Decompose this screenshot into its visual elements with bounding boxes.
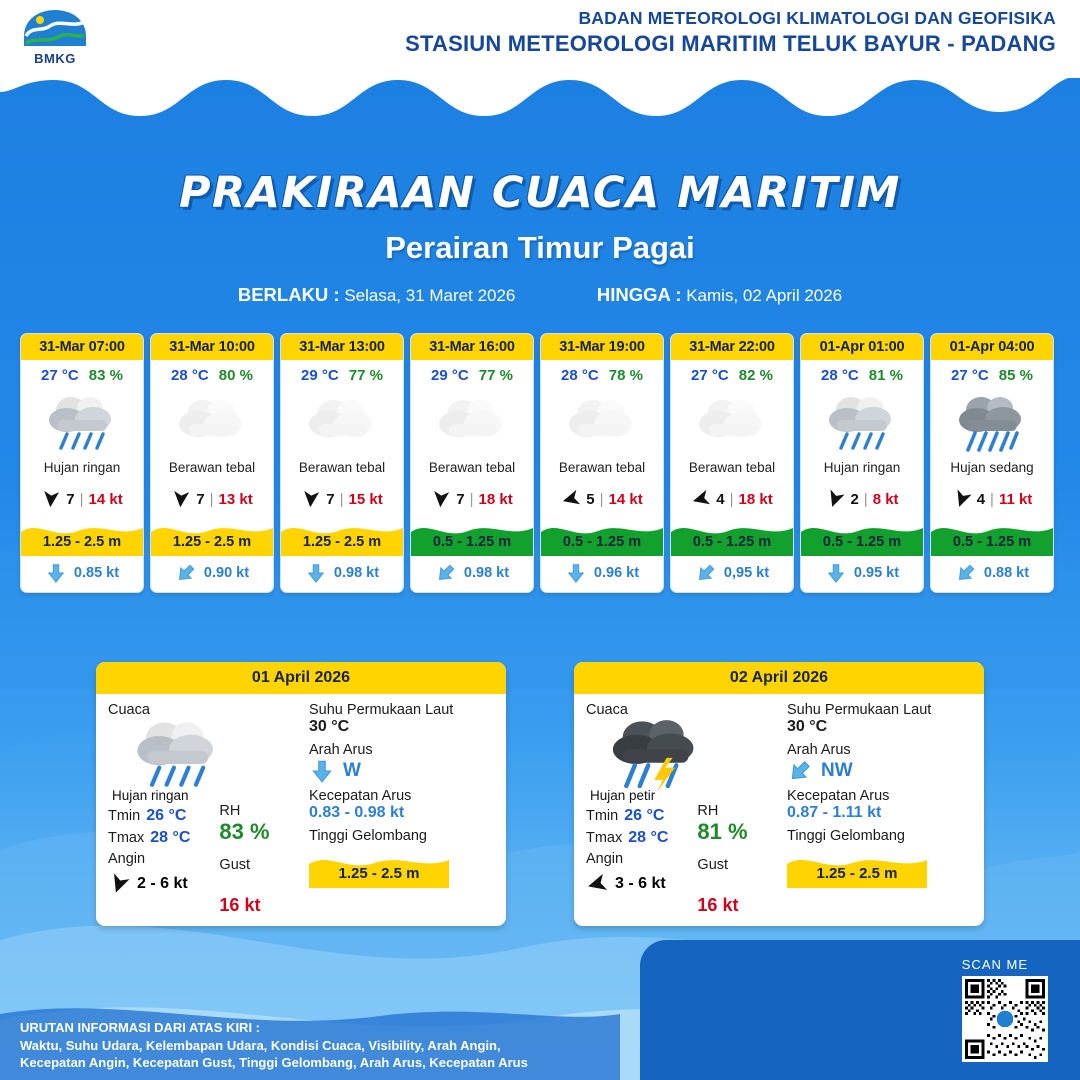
forecast-time: 31-Mar 22:00	[671, 334, 793, 360]
page-title: PRAKIRAAN CUACA MARITIM	[179, 168, 901, 218]
current-direction-arrow-icon	[565, 562, 587, 584]
forecast-temperature: 28 °C	[821, 367, 859, 384]
forecast-current	[541, 556, 663, 592]
forecast-current	[801, 556, 923, 592]
page-header	[0, 0, 1080, 78]
wind-separator: |	[599, 490, 604, 508]
wind-direction-value: 7	[456, 490, 465, 508]
sst-label: Suhu Permukaan Laut	[309, 702, 454, 718]
wind-direction-arrow-icon	[41, 489, 61, 509]
qr-code[interactable]	[962, 976, 1048, 1062]
current-speed-value: 0.95 kt	[853, 565, 900, 581]
rh-label: RH	[697, 803, 719, 819]
tmax-label: Tmax	[586, 830, 623, 846]
forecast-time: 31-Mar 07:00	[21, 334, 143, 360]
daily-condition: Hujan ringan	[112, 788, 189, 803]
current-direction-value: NW	[821, 760, 853, 781]
forecast-temp-rh	[151, 360, 273, 386]
wave-height-value: 1.25 - 2.5 m	[172, 534, 252, 550]
forecast-humidity: 78 %	[608, 367, 643, 384]
forecast-humidity: 82 %	[738, 367, 773, 384]
current-direction-arrow-icon	[955, 562, 977, 584]
forecast-wind	[411, 481, 533, 518]
current-direction-arrow-icon	[175, 562, 197, 584]
weather-cloudy-icon	[671, 386, 793, 458]
current-speed-value: 0.98 kt	[333, 565, 380, 581]
forecast-card-row	[20, 333, 1060, 593]
current-direction-arrow-icon	[305, 562, 327, 584]
forecast-card	[410, 333, 534, 593]
daily-wave-box	[309, 850, 449, 888]
forecast-wind	[541, 481, 663, 518]
forecast-time: 31-Mar 19:00	[541, 334, 663, 360]
forecast-wave-band	[151, 518, 273, 556]
tmax-value: 28 °C	[150, 829, 191, 846]
sst-value: 30 °C	[309, 718, 350, 735]
forecast-temperature: 27 °C	[691, 367, 729, 384]
wind-direction-arrow-icon	[952, 489, 972, 509]
wave-height-value: 0.5 - 1.25 m	[952, 534, 1032, 550]
forecast-temp-rh	[281, 360, 403, 386]
kecepatan-arus-label: Kecepatan Arus	[309, 788, 412, 804]
forecast-wave-band	[541, 518, 663, 556]
forecast-condition: Berawan tebal	[688, 460, 776, 475]
forecast-time: 31-Mar 10:00	[151, 334, 273, 360]
footer-legend	[20, 1019, 528, 1072]
forecast-wind	[281, 481, 403, 518]
footer-legend-line-1: Waktu, Suhu Udara, Kelembapan Udara, Kondisi Cuaca, Visibility, Arah Angin,	[20, 1037, 501, 1053]
validity-period	[0, 284, 1080, 306]
daily-cuaca-label: Cuaca	[108, 702, 150, 718]
weather-rain-light-icon	[108, 718, 303, 788]
scan-me-label: SCAN ME	[961, 957, 1028, 972]
forecast-condition: Berawan tebal	[558, 460, 646, 475]
forecast-time: 01-Apr 01:00	[801, 334, 923, 360]
forecast-condition: Hujan ringan	[43, 460, 121, 475]
daily-date: 01 April 2026	[96, 662, 506, 694]
wave-height-value: 0.5 - 1.25 m	[822, 534, 902, 550]
forecast-humidity: 81 %	[868, 367, 903, 384]
wind-direction-value: 7	[66, 490, 75, 508]
current-direction-arrow-icon	[825, 562, 847, 584]
forecast-wind	[671, 481, 793, 518]
daily-condition: Hujan petir	[590, 788, 656, 803]
sst-label: Suhu Permukaan Laut	[787, 702, 932, 718]
tmin-value: 26 °C	[146, 807, 187, 824]
header-line-2: STASIUN METEOROLOGI MARITIM TELUK BAYUR - PADANG	[405, 31, 1056, 56]
current-direction-arrow-icon	[435, 562, 457, 584]
header-line-1: BADAN METEOROLOGI KLIMATOLOGI DAN GEOFISIKA	[578, 8, 1056, 28]
wave-height-value: 1.25 - 2.5 m	[302, 534, 382, 550]
daily-wave-value: 1.25 - 2.5 m	[338, 865, 420, 882]
validity-from-label: BERLAKU :	[237, 284, 340, 305]
forecast-card	[800, 333, 924, 593]
tmin-value: 26 °C	[624, 807, 665, 824]
forecast-card	[20, 333, 144, 593]
forecast-wave-band	[21, 518, 143, 556]
forecast-condition: Hujan sedang	[950, 460, 1034, 475]
daily-wind-value: 2 - 6 kt	[137, 875, 188, 892]
current-speed-value: 0,95 kt	[723, 565, 770, 581]
current-direction-arrow-icon	[309, 758, 335, 784]
wind-speed-value: 13 kt	[218, 490, 253, 508]
wind-direction-value: 7	[196, 490, 205, 508]
daily-forecast-panel	[574, 662, 984, 926]
daily-wind-value: 3 - 6 kt	[615, 875, 666, 892]
forecast-current	[21, 556, 143, 592]
validity-from-value: Selasa, 31 Maret 2026	[344, 286, 516, 305]
forecast-wind	[931, 481, 1053, 518]
forecast-temperature: 27 °C	[951, 367, 989, 384]
wind-direction-value: 4	[716, 490, 725, 508]
wave-height-value: 0.5 - 1.25 m	[692, 534, 772, 550]
angin-label: Angin	[108, 851, 146, 867]
current-direction-arrow-icon	[45, 562, 67, 584]
weather-rain-light-icon	[801, 386, 923, 458]
forecast-temp-rh	[541, 360, 663, 386]
current-direction-arrow-icon	[695, 562, 717, 584]
forecast-temp-rh	[671, 360, 793, 386]
weather-cloudy-icon	[541, 386, 663, 458]
daily-current-direction	[787, 758, 972, 784]
gust-label: Gust	[697, 857, 729, 873]
forecast-wave-band	[411, 518, 533, 556]
forecast-wave-band	[671, 518, 793, 556]
forecast-card	[670, 333, 794, 593]
kecepatan-arus-value: 0.83 - 0.98 kt	[309, 804, 405, 821]
forecast-humidity: 80 %	[218, 367, 253, 384]
header-institution	[405, 8, 1056, 57]
forecast-condition: Berawan tebal	[428, 460, 516, 475]
forecast-current	[281, 556, 403, 592]
kecepatan-arus-label: Kecepatan Arus	[787, 788, 890, 804]
wind-speed-value: 14 kt	[608, 490, 643, 508]
wind-separator: |	[79, 490, 84, 508]
forecast-temp-rh	[931, 360, 1053, 386]
forecast-wave-band	[281, 518, 403, 556]
forecast-wind	[21, 481, 143, 518]
forecast-current	[931, 556, 1053, 592]
forecast-time: 01-Apr 04:00	[931, 334, 1053, 360]
bmkg-logo-icon	[20, 6, 90, 50]
rh-value: 81 %	[697, 819, 748, 844]
forecast-humidity: 77 %	[348, 367, 383, 384]
forecast-card	[280, 333, 404, 593]
weather-cloudy-icon	[151, 386, 273, 458]
daily-wave-box	[787, 850, 927, 888]
arah-arus-label: Arah Arus	[787, 742, 851, 758]
angin-label: Angin	[586, 851, 624, 867]
tinggi-gelombang-label: Tinggi Gelombang	[309, 828, 427, 844]
current-speed-value: 0.88 kt	[983, 565, 1030, 581]
weather-cloudy-icon	[281, 386, 403, 458]
tmax-label: Tmax	[108, 830, 145, 846]
wind-direction-value: 7	[326, 490, 335, 508]
forecast-temp-rh	[411, 360, 533, 386]
wind-direction-value: 5	[586, 490, 595, 508]
forecast-wind	[151, 481, 273, 518]
daily-current-direction	[309, 758, 494, 784]
forecast-current	[671, 556, 793, 592]
wind-speed-value: 18 kt	[478, 490, 513, 508]
wind-separator: |	[729, 490, 734, 508]
current-speed-value: 0.85 kt	[73, 565, 120, 581]
daily-wave-value: 1.25 - 2.5 m	[816, 865, 898, 882]
forecast-current	[411, 556, 533, 592]
forecast-temperature: 29 °C	[301, 367, 339, 384]
forecast-card	[150, 333, 274, 593]
wind-separator: |	[990, 490, 994, 508]
wind-separator: |	[863, 490, 868, 508]
sst-value: 30 °C	[787, 718, 828, 735]
forecast-wind	[801, 481, 923, 518]
wave-height-value: 1.25 - 2.5 m	[42, 534, 122, 550]
forecast-temperature: 29 °C	[431, 367, 469, 384]
forecast-card	[930, 333, 1054, 593]
forecast-humidity: 77 %	[478, 367, 513, 384]
forecast-temp-rh	[21, 360, 143, 386]
wind-direction-arrow-icon	[691, 489, 711, 509]
validity-to-label: HINGGA :	[596, 284, 682, 305]
forecast-condition: Berawan tebal	[168, 460, 256, 475]
forecast-time: 31-Mar 16:00	[411, 334, 533, 360]
rh-value: 83 %	[219, 819, 270, 844]
tmax-value: 28 °C	[628, 829, 669, 846]
weather-cloudy-icon	[411, 386, 533, 458]
bmkg-logo-text: BMKG	[34, 51, 76, 66]
forecast-humidity: 85 %	[998, 367, 1033, 384]
page-subtitle: Perairan Timur Pagai	[385, 230, 695, 265]
wind-direction-arrow-icon	[108, 873, 130, 895]
wind-speed-value: 8 kt	[872, 490, 899, 508]
forecast-condition: Berawan tebal	[298, 460, 386, 475]
footer-legend-title: URUTAN INFORMASI DARI ATAS KIRI :	[20, 1020, 260, 1036]
arah-arus-label: Arah Arus	[309, 742, 373, 758]
wind-direction-arrow-icon	[431, 489, 451, 509]
current-speed-value: 0.96 kt	[593, 565, 640, 581]
forecast-temperature: 27 °C	[41, 367, 79, 384]
current-speed-value: 0.98 kt	[463, 565, 510, 581]
weather-rain-moderate-icon	[931, 386, 1053, 458]
weather-thunderstorm-icon	[586, 718, 781, 788]
wind-speed-value: 11 kt	[998, 490, 1033, 508]
kecepatan-arus-value: 0.87 - 1.11 kt	[787, 804, 882, 821]
footer-legend-line-2: Kecepatan Angin, Kecepatan Gust, Tinggi Gelombang, Arah Arus, Kecepatan Arus	[20, 1055, 528, 1071]
wind-direction-arrow-icon	[586, 873, 608, 895]
tinggi-gelombang-label: Tinggi Gelombang	[787, 828, 905, 844]
current-direction-arrow-icon	[787, 758, 813, 784]
wind-separator: |	[209, 490, 214, 508]
bmkg-logo	[18, 6, 92, 72]
forecast-wave-band	[931, 518, 1053, 556]
wind-separator: |	[469, 490, 474, 508]
wind-speed-value: 14 kt	[88, 490, 123, 508]
wind-direction-value: 4	[976, 490, 986, 508]
daily-cuaca-label: Cuaca	[586, 702, 628, 718]
daily-wind	[586, 873, 697, 895]
weather-rain-light-icon	[21, 386, 143, 458]
current-direction-value: W	[343, 760, 361, 781]
tmin-label: Tmin	[586, 808, 619, 824]
forecast-condition: Hujan ringan	[823, 460, 901, 475]
wind-direction-arrow-icon	[561, 489, 581, 509]
wind-direction-value: 2	[850, 490, 859, 508]
forecast-wave-band	[801, 518, 923, 556]
forecast-temp-rh	[801, 360, 923, 386]
current-speed-value: 0.90 kt	[203, 565, 250, 581]
daily-date: 02 April 2026	[574, 662, 984, 694]
forecast-humidity: 83 %	[88, 367, 123, 384]
gust-label: Gust	[219, 857, 251, 873]
gust-value: 16 kt	[219, 895, 261, 915]
forecast-current	[151, 556, 273, 592]
wave-height-value: 0.5 - 1.25 m	[562, 534, 642, 550]
forecast-card	[540, 333, 664, 593]
gust-value: 16 kt	[697, 895, 739, 915]
wind-direction-arrow-icon	[301, 489, 321, 509]
validity-to-value: Kamis, 02 April 2026	[686, 286, 843, 305]
wind-direction-arrow-icon	[171, 489, 191, 509]
forecast-temperature: 28 °C	[171, 367, 209, 384]
daily-forecast-panel	[96, 662, 506, 926]
wind-speed-value: 18 kt	[738, 490, 773, 508]
tmin-label: Tmin	[108, 808, 141, 824]
wind-separator: |	[339, 490, 344, 508]
forecast-time: 31-Mar 13:00	[281, 334, 403, 360]
wind-direction-arrow-icon	[825, 489, 845, 509]
wave-height-value: 0.5 - 1.25 m	[432, 534, 512, 550]
forecast-temperature: 28 °C	[561, 367, 599, 384]
daily-wind	[108, 873, 219, 895]
rh-label: RH	[219, 803, 241, 819]
wind-speed-value: 15 kt	[348, 490, 383, 508]
